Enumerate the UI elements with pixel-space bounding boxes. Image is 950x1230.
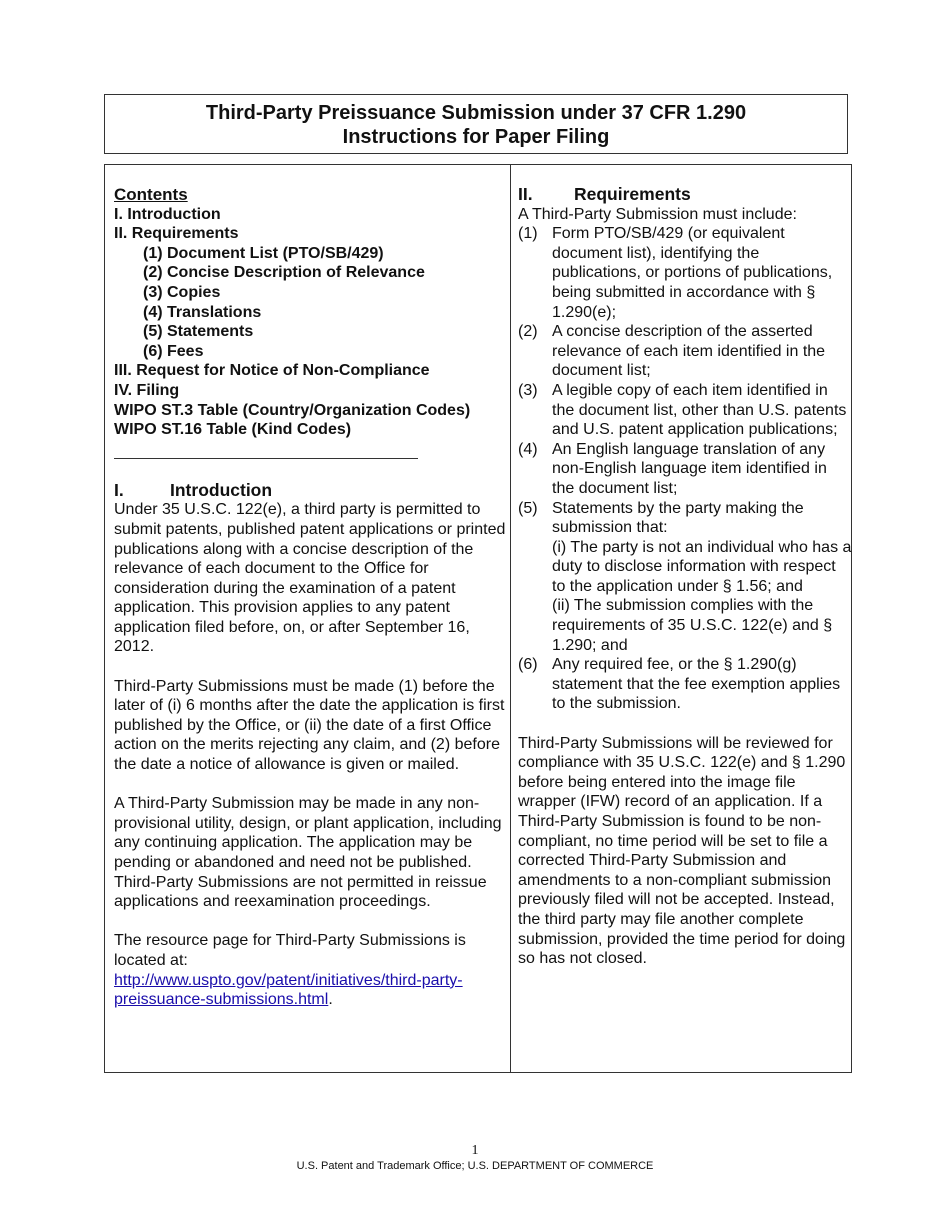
requirement-text: An English language translation of any non-English language item identified in the document list; [552, 440, 827, 497]
requirement-number: (6) [518, 656, 538, 674]
requirement-number: (5) [518, 499, 538, 517]
document-title-box [104, 94, 848, 154]
requirement-text: A concise description of the asserted relevance of each item identified in the document list; [552, 323, 826, 380]
requirement-item [518, 655, 852, 714]
requirements-number: II. [518, 184, 533, 204]
requirements-heading [518, 185, 852, 205]
contents-heading: Contents [114, 185, 188, 204]
document-title: Third-Party Preissuance Submission under 37 CFR 1.290 [205, 102, 747, 124]
introduction-paragraph-3: A Third-Party Submission may be made in any non-provisional utility, design, or plant application, including any continuing application. The application may be pending or abandoned and need not be published. Third-Party Submissions are not permitted in reissue applications and reexamination proceedings. [114, 795, 502, 911]
toc-item-document-list: (1) Document List (PTO/SB/429) [143, 244, 384, 262]
requirement-item [518, 224, 852, 322]
page-number: 1 [471, 1143, 479, 1158]
column-divider [510, 165, 511, 1072]
resource-page-text: The resource page for Third-Party Submissions is located at: [114, 932, 466, 969]
requirements-title: Requirements [574, 184, 691, 204]
toc-item-requirements: II. Requirements [114, 225, 239, 243]
toc-item-introduction: I. Introduction [114, 205, 221, 223]
toc-item-copies: (3) Copies [143, 283, 221, 301]
table-of-contents [114, 205, 506, 440]
statements-intro: Statements by the party making the submission that: [552, 499, 804, 537]
requirement-text: A legible copy of each item identified in the document list, other than U.S. patents and U.S. patent application publications; [552, 381, 847, 439]
requirement-number: (4) [518, 440, 538, 458]
contents-separator [114, 450, 418, 459]
requirement-text [552, 499, 852, 656]
requirement-number: (3) [518, 381, 538, 399]
resource-page-link[interactable]: http://www.uspto.gov/patent/initiatives/third-party-preissuance-submissions.html [114, 971, 463, 1009]
introduction-paragraph-1: Under 35 U.S.C. 122(e), a third party is permitted to submit patents, published patent applications or printed publications along with a concise description of the relevance of each document to the Office for consideration during the examination of a patent application. This provision applies to any patent application filed before, on, or after September 16, 2012. [114, 501, 506, 656]
document-subtitle: Instructions for Paper Filing [342, 126, 610, 148]
right-column [518, 185, 852, 969]
introduction-paragraph-2: Third-Party Submissions must be made (1) before the later of (i) 6 months after the date the application is first published by the Office, or (ii) the date of a first Office action on the merits rejecting any claim, and (2) before the date a notice of allowance is given or mailed. [114, 677, 505, 774]
requirement-number: (2) [518, 323, 538, 341]
toc-item-fees: (6) Fees [143, 342, 204, 360]
requirement-text: Any required fee, or the § 1.290(g) statement that the fee exemption applies to the submission. [552, 656, 841, 713]
link-period: . [328, 991, 333, 1009]
review-paragraph: Third-Party Submissions will be reviewed for compliance with 35 U.S.C. 122(e) and § 1.290 before being entered into the image file wrapper (IFW) record of an application. If a Third-Party Submission is found to be non-compliant, no time period will be set to file a corrected Third-Party Submission and amendments to a non-compliant submission previously filed will not be accepted. Instead, the third party may file another complete submission, provided the time period for doing so has not closed. [518, 734, 846, 968]
requirements-intro: A Third-Party Submission must include: [518, 205, 797, 223]
requirement-number: (1) [518, 225, 538, 243]
toc-item-statements: (5) Statements [143, 323, 254, 341]
toc-item-translations: (4) Translations [143, 303, 262, 321]
introduction-number: I. [114, 479, 124, 500]
requirement-item [518, 381, 852, 440]
statement-i: (i) The party is not an individual who has a duty to disclose information with respect to the application under § 1.56; and [552, 538, 852, 595]
toc-item-wipo-st16: WIPO ST.16 Table (Kind Codes) [114, 421, 352, 439]
toc-item-filing: IV. Filing [114, 381, 180, 399]
introduction-paragraph-4 [114, 931, 506, 1009]
toc-item-concise-description: (2) Concise Description of Relevance [143, 264, 425, 282]
introduction-heading [114, 481, 506, 501]
footer-agency: U.S. Patent and Trademark Office; U.S. DEPARTMENT OF COMMERCE [296, 1160, 654, 1172]
toc-item-wipo-st3: WIPO ST.3 Table (Country/Organization Codes) [114, 401, 471, 419]
requirement-item [518, 322, 852, 381]
requirement-item [518, 499, 852, 656]
statement-ii: (ii) The submission complies with the requirements of 35 U.S.C. 122(e) and § 1.290; and [552, 597, 833, 654]
left-column [114, 185, 506, 1010]
requirement-item [518, 440, 852, 499]
requirement-text: Form PTO/SB/429 (or equivalent document list), identifying the publications, or portions of publications, being submitted in accordance with § 1.290(e); [552, 225, 833, 321]
content-table [104, 164, 852, 1073]
introduction-title: Introduction [170, 479, 273, 500]
toc-item-non-compliance: III. Request for Notice of Non-Compliance [114, 362, 430, 380]
